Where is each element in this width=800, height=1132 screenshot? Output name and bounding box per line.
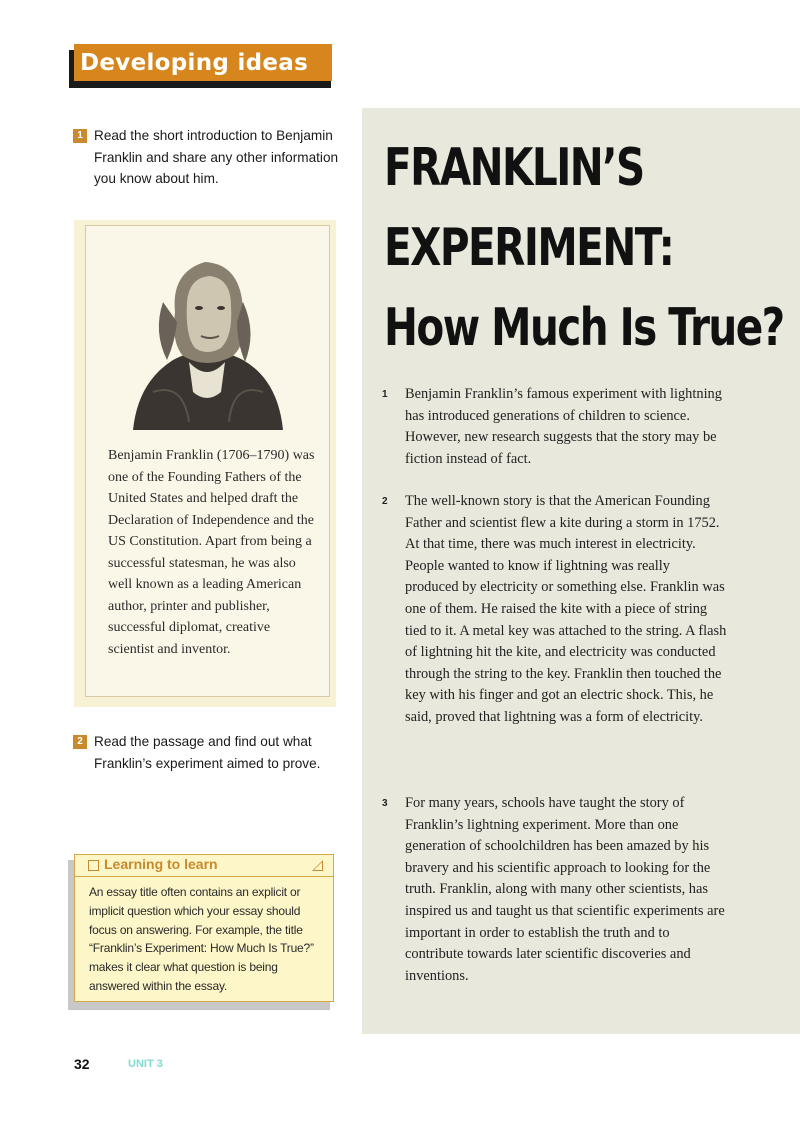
unit-label: UNIT 3 — [128, 1058, 163, 1070]
paragraph-text: The well-known story is that the American Founding Father and scientist flew a kite during a storm in 1752. At that time, there was much interest in electricity. People wanted to know if lightning was really produced by electricity or something else. Franklin was one of them. He raised the kite with a piece of string tied to it. A metal key was attached to the string. A flash of lightning hit the kite, and electricity was conducted through the string to the key. Franklin then touched the key with his finger and got an electric shock. This, he said, proved that lightning was a form of electricity. — [405, 493, 727, 725]
franklin-portrait-image — [93, 232, 321, 430]
task-1 — [73, 125, 343, 190]
article-title — [384, 128, 790, 368]
task-number-badge: 1 — [73, 129, 87, 143]
banner-separator — [368, 50, 370, 76]
corner-triangle-inner — [314, 862, 322, 870]
square-icon — [88, 860, 99, 871]
section-banner — [74, 44, 332, 81]
page-number: 32 — [74, 1056, 90, 1072]
paragraph-number: 1 — [382, 389, 388, 400]
paragraph-text: For many years, schools have taught the story of Franklin’s lightning experiment. More than one generation of schoolchildren has been amazed by his bravery and his scientific approach to looking for the truth. Franklin, along with many other scientists, has inspired us and taught us that scientific experiments are important in order to establish the truth and to contribute towards later scientific discoveries and inventions. — [405, 795, 725, 984]
paragraph-number: 2 — [382, 496, 388, 507]
learning-box-body: An essay title often contains an explicit or implicit question which your essay should focus on answering. For example, the title “Franklin’s Experiment: How Much Is True?” makes it clear what question is being answered within the essay. — [89, 885, 314, 993]
task-2 — [73, 731, 348, 774]
task-text: Read the passage and find out what Franklin’s experiment aimed to prove. — [94, 734, 321, 771]
learning-to-learn-box — [74, 854, 334, 1002]
learning-box-header — [75, 855, 333, 877]
paragraph-number: 3 — [382, 798, 388, 809]
title-line-2: EXPERIMENT: — [384, 218, 674, 278]
learning-box-title: Learning to learn — [104, 856, 218, 872]
title-line-1: FRANKLIN’S — [384, 138, 644, 198]
paragraph-3 — [382, 793, 727, 987]
task-text: Read the short introduction to Benjamin Franklin and share any other information you know about him. — [94, 128, 339, 187]
arrow-left-icon — [380, 54, 391, 72]
paragraph-2 — [382, 491, 727, 729]
section-title: Developing ideas — [80, 49, 309, 76]
paragraph-1 — [382, 384, 727, 470]
portrait-caption: Benjamin Franklin (1706–1790) was one of the Founding Fathers of the United States and helped draft the Declaration of Independence and the US Constitution. Apart from being a successful statesman, he was also well known as a leading American author, printer and publisher, successful diplomat, creative scientist and inventor. — [108, 448, 315, 657]
task-number-badge: 2 — [73, 735, 87, 749]
paragraph-text: Benjamin Franklin’s famous experiment with lightning has introduced generations of children to science. However, new research suggests that the story may be fiction instead of fact. — [405, 386, 722, 467]
title-line-3: How Much Is True? — [384, 298, 784, 358]
